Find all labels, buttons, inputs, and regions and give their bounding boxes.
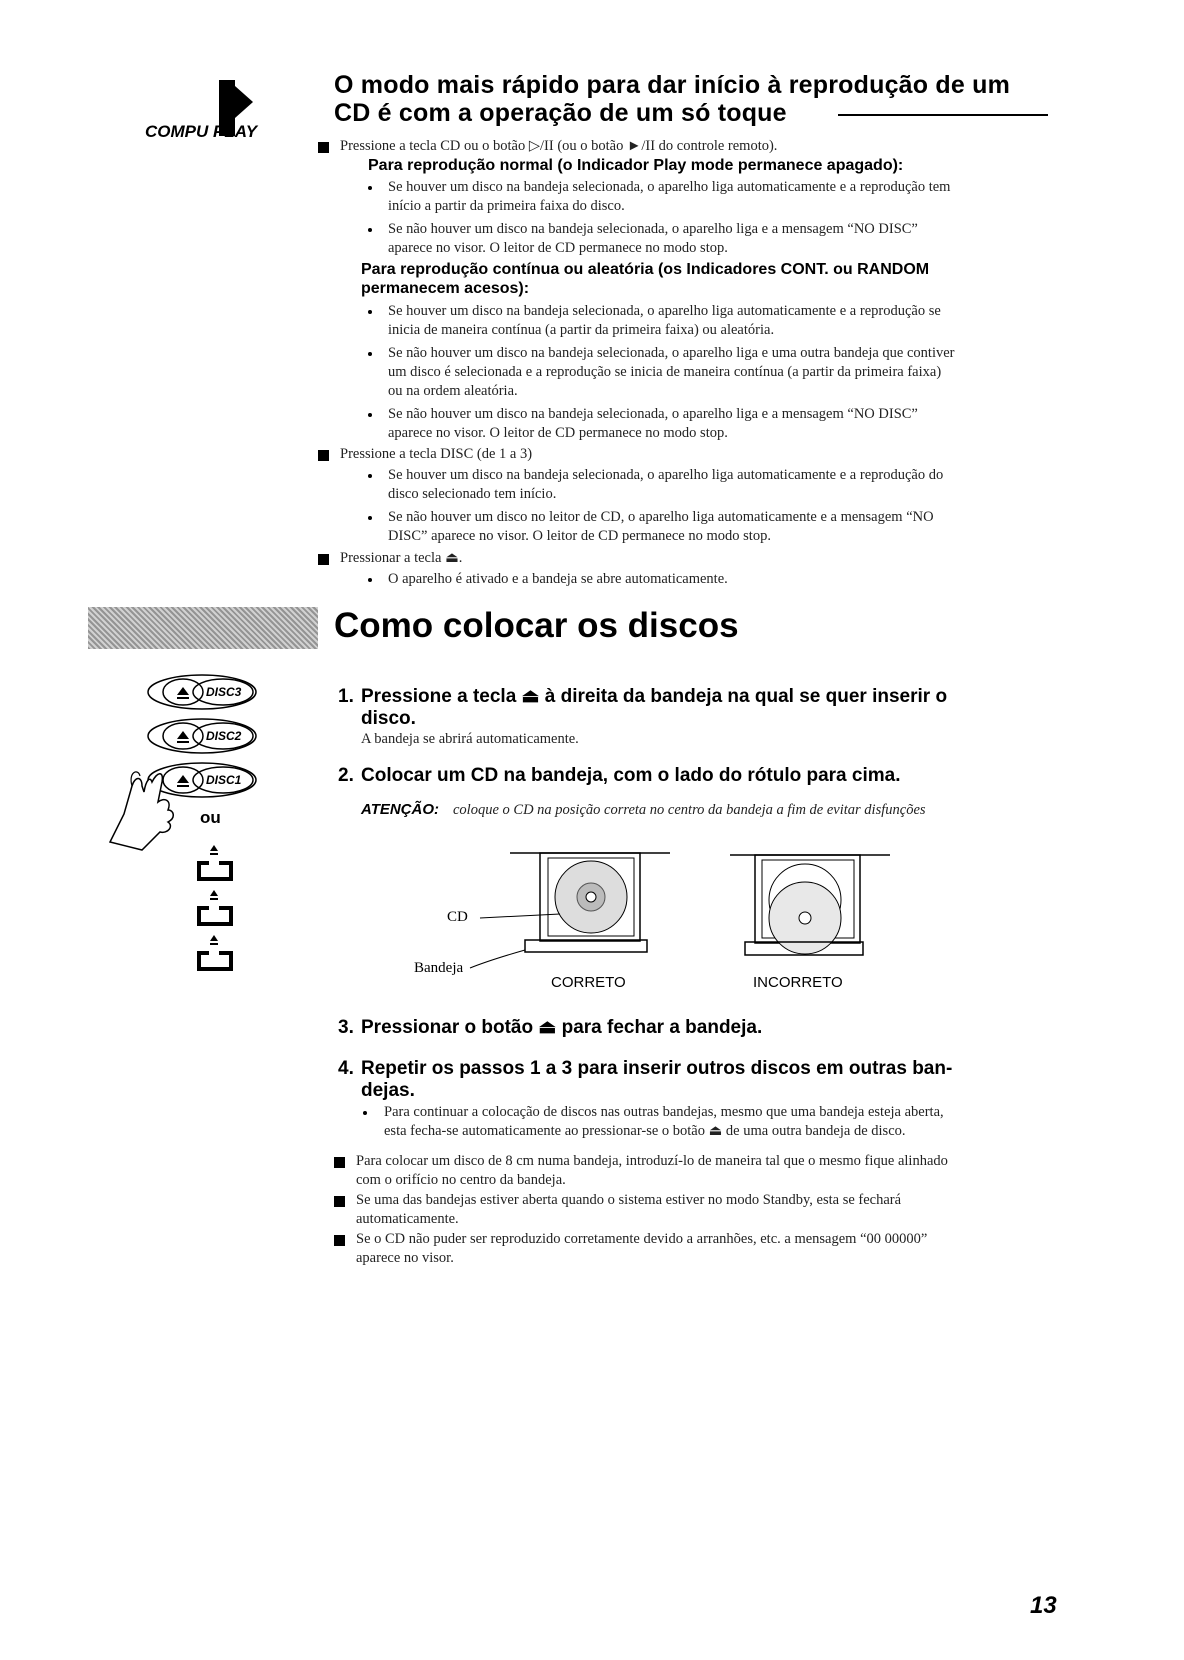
hand-pointer-icon (102, 762, 192, 857)
or-label: ou (200, 808, 221, 827)
halftone-bar (88, 607, 318, 649)
eject-bullet: O aparelho é ativado e a bandeja se abre automaticamente. (388, 571, 728, 587)
cont-bullet-1: Se houver um disco na bandeja selecionada, o aparelho liga automaticamente e a reprodução se (388, 303, 941, 319)
normal-bullet-2-cont: aparece no visor. O leitor de CD permanece no modo stop. (388, 240, 728, 256)
step1-note: A bandeja se abrirá automaticamente. (361, 731, 579, 747)
attention-text: coloque o CD na posição correta no centro da bandeja a fim de evitar disfunções (453, 802, 926, 818)
tray-eject-icon-1 (195, 843, 235, 883)
cont-bullet-3-cont: aparece no visor. O leitor de CD permanece no modo stop. (388, 425, 728, 441)
figure-tray-label: Bandeja (414, 960, 464, 976)
note1: Para colocar um disco de 8 cm numa bandeja, introduzí-lo de maneira tal que o mesmo fique alinhado (356, 1153, 948, 1169)
eject-tray-icon (195, 888, 235, 928)
disc3-label: DISC3 (206, 685, 242, 699)
disc2-button-icon (145, 716, 260, 756)
section-title-line1: O modo mais rápido para dar início à reprodução de um (334, 71, 1011, 99)
note2: Se uma das bandejas estiver aberta quando o sistema estiver no modo Standby, esta se fechará (356, 1192, 902, 1208)
section-title-line2: CD é com a operação de um só toque (334, 99, 787, 127)
page-number: 13 (1030, 1592, 1057, 1619)
disc-bullet-2-cont: DISC” aparece no visor. O leitor de CD permanece no modo stop. (388, 528, 771, 544)
note3: Se o CD não puder ser reproduzido corretamente devido a arranhões, etc. a mensagem “00 00000” (356, 1231, 928, 1247)
bullet-square (318, 142, 329, 153)
step1-text: Pressione a tecla ⏏ à direita da bandeja na qual se quer inserir o (361, 686, 948, 707)
step3-number: 3. (338, 1017, 354, 1038)
disc-intro: Pressione a tecla DISC (de 1 a 3) (340, 446, 533, 462)
figure-incorrect-label: INCORRETO (753, 974, 843, 991)
disc-bullet-1-cont: disco selecionado tem início. (388, 486, 557, 502)
disc-bullet-1: Se houver um disco na bandeja selecionada, o aparelho liga automaticamente e a reprodução do (388, 467, 944, 483)
figure-cd-label: CD (447, 909, 468, 925)
step2-number: 2. (338, 765, 354, 786)
step1-number: 1. (338, 686, 354, 707)
cont-bullet-2-cont: um disco é selecionada e a reprodução se inicia de maneira contínua (a partir da primeira faixa) (388, 364, 942, 380)
normal-bullet-1: Se houver um disco na bandeja selecionada, o aparelho liga automaticamente e a reprodução tem (388, 179, 951, 195)
compu-play-logo (145, 72, 295, 147)
eject-intro: Pressionar a tecla ⏏. (340, 550, 463, 566)
disc3-button-icon (145, 672, 260, 712)
cont-bullet-3: Se não houver um disco na bandeja selecionada, o aparelho liga e a mensagem “NO DISC” (388, 406, 918, 422)
normal-heading: Para reprodução normal (o Indicador Play mode permanece apagado): (368, 157, 904, 174)
disc-bullet-2: Se não houver um disco no leitor de CD, o aparelho liga automaticamente e a mensagem “NO (388, 509, 934, 525)
cont-heading: Para reprodução contínua ou aleatória (os Indicadores CONT. ou RANDOM (361, 261, 930, 278)
cont-heading-cont: permanecem acesos): (361, 280, 530, 297)
step1-text-cont: disco. (361, 708, 416, 729)
eject-tray-icon (195, 933, 235, 973)
normal-bullet-2: Se não houver um disco na bandeja selecionada, o aparelho liga e a mensagem “NO DISC” (388, 221, 918, 237)
compu-play-logo-text: COMPU PLAY (145, 122, 258, 141)
step3-text: Pressionar o botão ⏏ para fechar a bandeja. (361, 1017, 763, 1038)
note1-cont: com o orifício no centro da bandeja. (356, 1172, 566, 1188)
step4-text-cont: dejas. (361, 1080, 415, 1101)
disc2-label: DISC2 (206, 729, 242, 743)
attention-label: ATENÇÃO: (361, 801, 440, 818)
cont-bullet-2: Se não houver um disco na bandeja selecionada, o aparelho liga e uma outra bandeja que contiver (388, 345, 955, 361)
tray-eject-icon-2 (195, 888, 235, 928)
step2-text: Colocar um CD na bandeja, com o lado do rótulo para cima. (361, 765, 901, 786)
title-rule (838, 114, 1048, 116)
figure-correct-label: CORRETO (551, 974, 626, 991)
normal-bullet-1-cont: início a partir da primeira faixa do disco. (388, 198, 625, 214)
step4-text: Repetir os passos 1 a 3 para inserir outros discos em outras ban- (361, 1058, 953, 1079)
note2-cont: automaticamente. (356, 1211, 459, 1227)
section2-title: Como colocar os discos (334, 606, 739, 645)
note3-cont: aparece no visor. (356, 1250, 454, 1266)
cont-bullet-2-cont2: ou na ordem aleatória. (388, 383, 518, 399)
intro-text: Pressione a tecla CD ou o botão ▷/II (ou o botão ►/II do controle remoto). (340, 138, 778, 154)
tray-eject-icon-3 (195, 933, 235, 973)
step4-number: 4. (338, 1058, 354, 1079)
step4-bullet: Para continuar a colocação de discos nas outras bandejas, mesmo que uma bandeja esteja aberta, (384, 1104, 944, 1120)
eject-tray-icon (195, 843, 235, 883)
step4-bullet-cont: esta fecha-se automaticamente ao pressionar-se o botão ⏏ de uma outra bandeja de disco. (384, 1123, 906, 1139)
cont-bullet-1-cont: inicia de maneira contínua (a partir da primeira faixa) ou aleatória. (388, 322, 775, 338)
disc1-label: DISC1 (206, 773, 242, 787)
